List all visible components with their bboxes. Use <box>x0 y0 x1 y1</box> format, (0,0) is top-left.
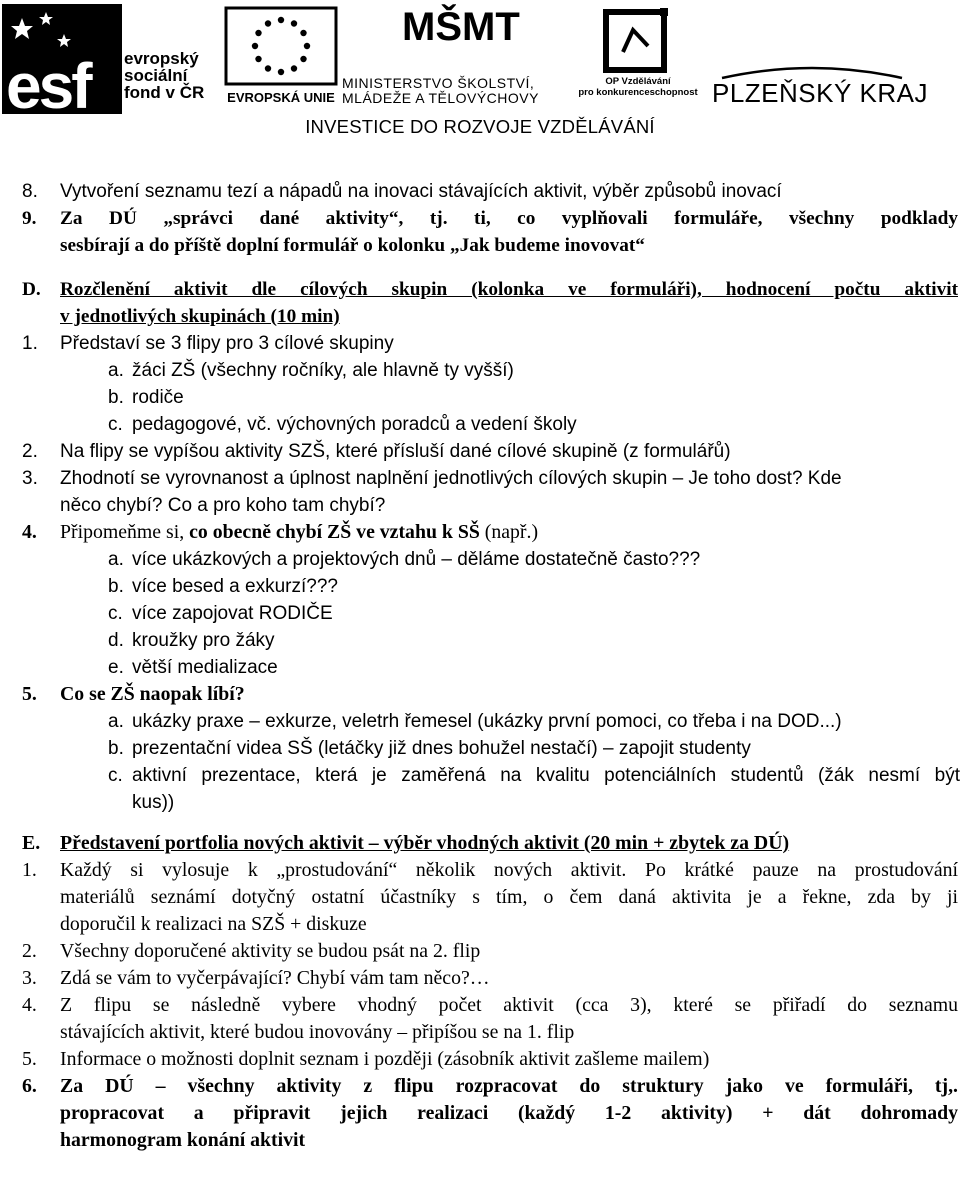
list-item-continuation: stávajících aktivit, které budou inovovány – připíšou se na 1. flip <box>60 1021 575 1043</box>
investice-banner: INVESTICE DO ROZVOJE VZDĚLÁVÁNÍ <box>305 116 655 137</box>
op-mark-icon <box>568 4 708 74</box>
list-item-continuation: doporučil k realizaci na SZŠ + diskuze <box>60 913 367 935</box>
eu-logo <box>218 6 344 106</box>
sub-item: e. větší medializace <box>108 657 278 678</box>
list-item: 3. Zhodnotí se vyrovnanost a úplnost naplnění jednotlivých cílových skupin – Je toho dost? Kde <box>22 468 842 489</box>
sub-item-continuation: kus)) <box>132 792 175 813</box>
eu-flag-icon <box>218 6 344 88</box>
sub-item: b. více besed a exkurzí??? <box>108 576 338 597</box>
esf-text-line: evropský <box>124 49 199 68</box>
list-item-continuation: něco chybí? Co a pro koho tam chybí? <box>60 495 386 516</box>
list-item: 1. Každý si vylosuje k „prostudování“ několik nových aktivit. Po krátké pauze na prostudování <box>22 859 958 881</box>
eu-label: EVROPSKÁ UNIE <box>227 90 335 105</box>
sub-item: a. více ukázkových a projektových dnů – děláme dostatečně často??? <box>108 549 701 570</box>
sub-item: a. žáci ZŠ (všechny ročníky, ale hlavně ty vyšší) <box>108 360 514 381</box>
svg-text:MŠMT: MŠMT <box>402 5 520 49</box>
plzen-label: PLZEŇSKÝ KRAJ <box>712 78 929 108</box>
list-item-continuation: harmonogram konání aktivit <box>60 1129 306 1151</box>
list-item: 2. Všechny doporučené aktivity se budou psát na 2. flip <box>22 940 481 962</box>
msmt-line: MINISTERSTVO ŠKOLSTVÍ, <box>342 75 535 91</box>
sub-item: b. prezentační videa SŠ (letáčky již dnes bohužel nestačí) – zapojit studenty <box>108 738 751 759</box>
list-item: 3. Zdá se vám to vyčerpávající? Chybí vám tam něco?… <box>22 967 490 989</box>
logo-header <box>0 0 960 148</box>
document-body <box>22 178 960 1154</box>
esf-mark-icon <box>2 4 122 114</box>
section-heading-e: E. Představení portfolia nových aktivit – výběr vhodných aktivit (20 min + zbytek za DÚ) <box>22 832 790 854</box>
list-item: 2. Na flipy se vypíšou aktivity SZŠ, které přísluší dané cílové skupině (z formulářů) <box>22 441 731 462</box>
list-item: 1. Představí se 3 flipy pro 3 cílové skupiny <box>22 333 394 354</box>
esf-text-line: fond v ČR <box>124 83 205 102</box>
sub-item: b. rodiče <box>108 387 184 408</box>
section-heading-continuation: v jednotlivých skupinách (10 min) <box>60 306 340 327</box>
msmt-logo <box>330 0 560 110</box>
esf-logo <box>2 4 212 114</box>
svg-text:esf: esf <box>6 50 90 114</box>
list-item: 5. Co se ZŠ naopak líbí? <box>22 683 245 705</box>
list-item-continuation: materiálů seznámí dotyčný ostatní účastníky s tím, o čem daná aktivita je a řekne, zda by ji <box>60 886 958 908</box>
list-item: 4. Připomeňme si, co obecně chybí ZŠ ve vztahu k SŠ (např.) <box>22 521 539 543</box>
list-item: 9. Za DÚ „správci dané aktivity“, tj. ti, co vyplňovali formuláře, všechny podklady <box>22 208 958 229</box>
msmt-line: MLÁDEŽE A TĚLOVÝCHOVY <box>342 90 539 106</box>
op-line: pro konkurenceschopnost <box>578 87 698 98</box>
esf-text-line: sociální <box>124 66 188 85</box>
list-item-continuation: sesbírají a do příště doplní formulář o kolonku „Jak budeme inovovat“ <box>60 235 645 256</box>
sub-item: d. kroužky pro žáky <box>108 630 275 651</box>
sub-item: a. ukázky praxe – exkurze, veletrh řemesel (ukázky první pomoci, co třeba i na DOD...) <box>108 711 842 732</box>
op-logo <box>568 4 708 108</box>
sub-item: c. více zapojovat RODIČE <box>108 603 333 624</box>
section-heading-d: D. Rozčlenění aktivit dle cílových skupin (kolonka ve formuláři), hodnocení počtu aktivit <box>22 279 958 300</box>
list-item: 8. Vytvoření seznamu tezí a nápadů na inovaci stávajících aktivit, výběr způsobů inovací <box>22 181 782 202</box>
list-item: 6. Za DÚ – všechny aktivity z flipu rozpracovat do struktury jako ve formuláři, tj,. <box>22 1075 958 1097</box>
sub-item: c. pedagogové, vč. výchovných poradců a vedení školy <box>108 414 577 435</box>
msmt-mark-icon <box>330 0 560 72</box>
plzensky-kraj-logo <box>712 62 952 112</box>
list-item: 5. Informace o možnosti doplnit seznam i později (zásobník aktivit zašleme mailem) <box>22 1048 710 1070</box>
op-line: OP Vzdělávání <box>605 76 671 87</box>
list-item-continuation: propracovat a připravit jejich realizaci (každý 1-2 aktivity) + dát dohromady <box>60 1102 958 1124</box>
sub-item: c. aktivní prezentace, která je zaměřená na kvalitu potenciálních studentů (žák nesmí být <box>108 765 960 786</box>
list-item: 4. Z flipu se následně vybere vhodný počet aktivit (cca 3), které se přiřadí do seznamu <box>22 994 958 1016</box>
